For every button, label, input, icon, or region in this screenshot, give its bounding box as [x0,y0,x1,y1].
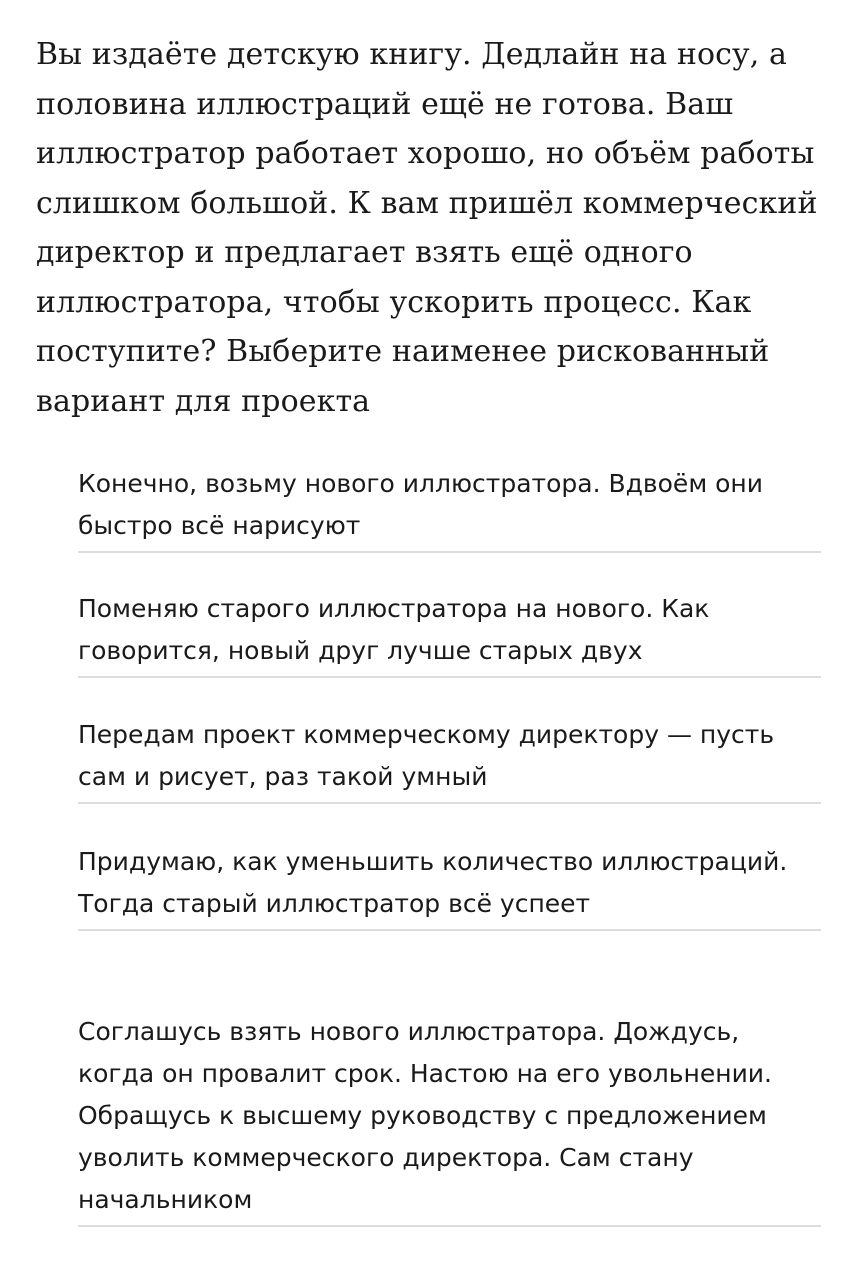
answer-option-2[interactable] [78,588,821,678]
answer-option-3[interactable] [78,714,821,804]
answer-option-label: Конечно, возьму нового иллюстратора. Вдвоём они быстро всё нарисуют [78,469,764,540]
answer-option-label: Придумаю, как уменьшить количество иллюстраций. Тогда старый иллюстратор всё успеет [78,847,788,918]
answer-option-5[interactable] [78,1011,821,1227]
answer-option-4[interactable] [78,841,821,931]
answer-option-label: Поменяю старого иллюстратора на нового. Как говорится, новый друг лучше старых двух [78,594,710,665]
question-text: Вы издаёте детскую книгу. Дедлайн на носу, а половина иллюстраций ещё не готова. Ваш иллюстратор работает хорошо, но объём работы слишком большой. К вам пришёл коммерческий директор и предлагает взять ещё одного иллюстратора, чтобы ускорить процесс. Как поступите? Выберите наименее рискованный вариант для проекта [36,37,818,419]
answer-option-1[interactable] [78,463,821,553]
answer-option-label: Передам проект коммерческому директору — пусть сам и рисует, раз такой умный [78,720,775,791]
answer-option-label: Соглашусь взять нового иллюстратора. Дождусь, когда он провалит срок. Настою на его увольнении. Обращусь к высшему руководству с предложением уволить коммерческого директора. Сам стану начальником [78,1017,773,1214]
